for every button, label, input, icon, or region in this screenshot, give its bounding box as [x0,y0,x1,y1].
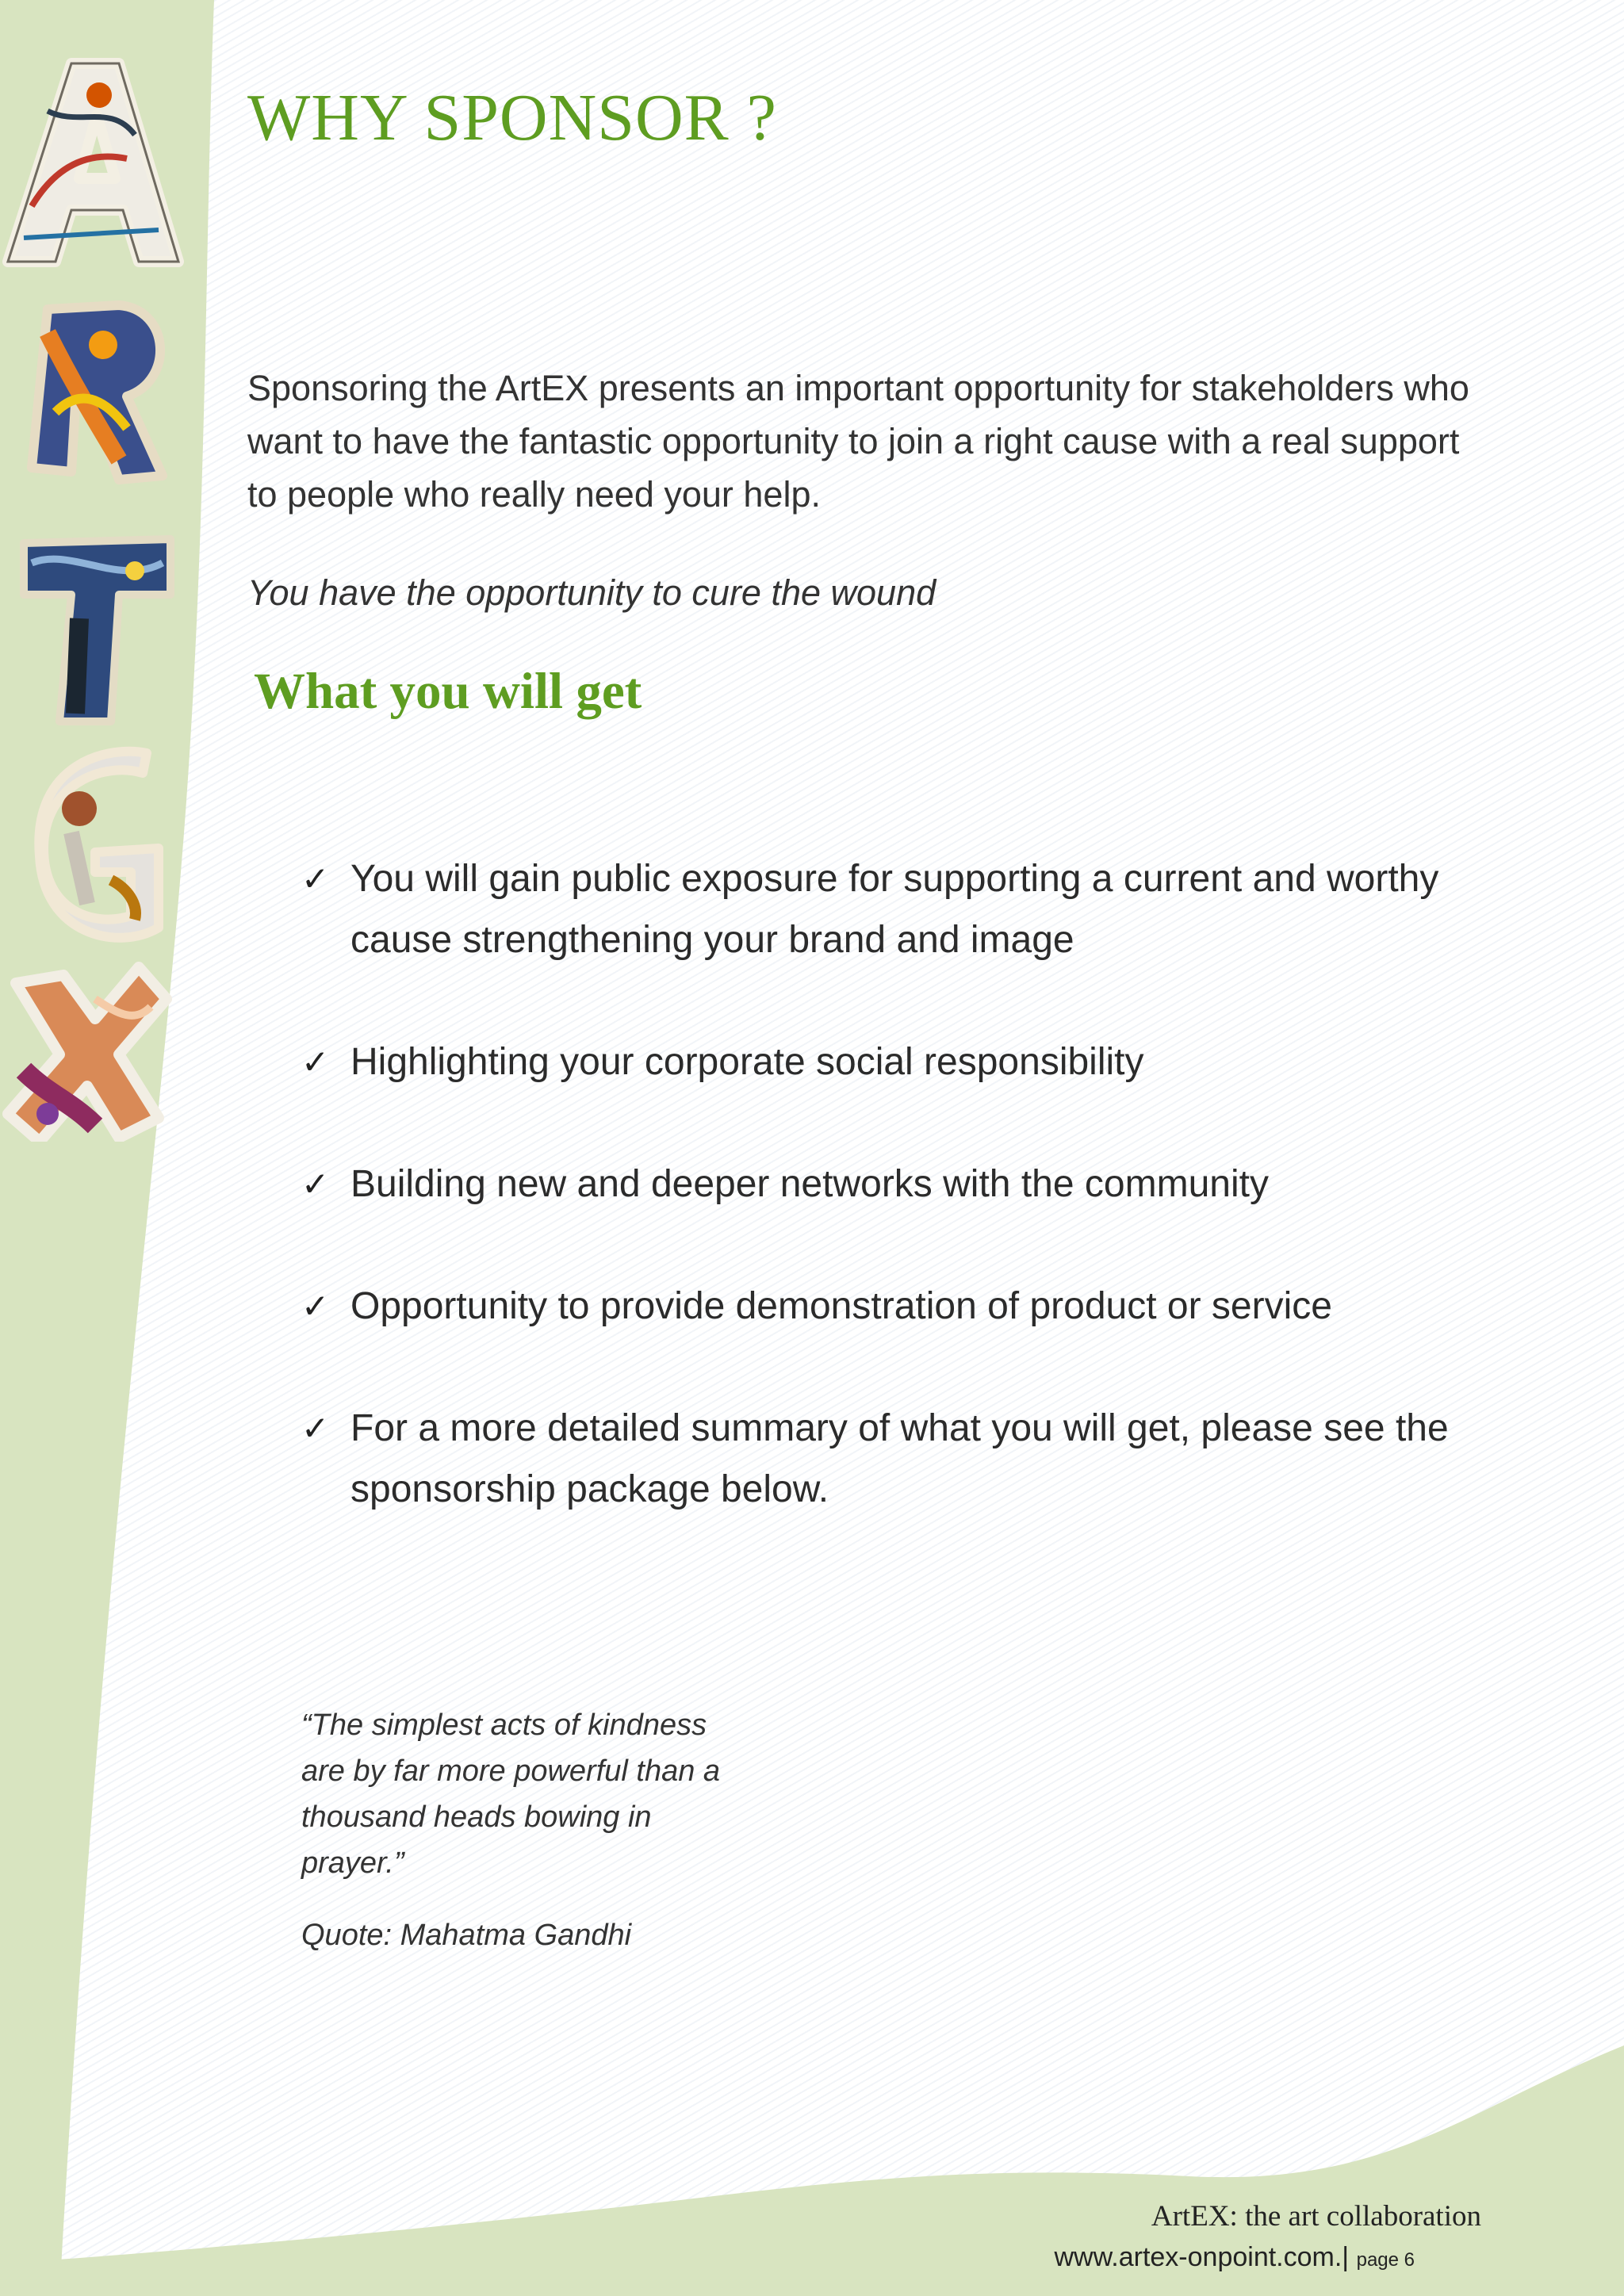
benefit-item [301,1154,1507,1215]
benefit-text: Opportunity to provide demonstration of product or service [350,1285,1332,1327]
benefit-text: Building new and deeper networks with the community [350,1163,1269,1205]
benefit-item [301,1031,1507,1093]
tagline: You have the opportunity to cure the wound [247,572,936,613]
benefit-item [301,848,1507,970]
footer-website-link[interactable]: www.artex-onpoint.com. [1054,2242,1342,2272]
check-icon: ✓ [301,859,330,898]
footer-separator: | [1342,2242,1350,2272]
check-icon: ✓ [301,1287,330,1326]
check-icon: ✓ [301,1043,330,1081]
page-number: page 6 [1356,2249,1415,2271]
benefit-text: For a more detailed summary of what you will get, please see the sponsorship package below. [350,1407,1449,1510]
benefit-item [301,1398,1507,1520]
artex-letters-logo [0,48,198,1142]
benefit-text: Highlighting your corporate social responsibility [350,1041,1144,1083]
check-icon: ✓ [301,1165,330,1203]
page-title: WHY SPONSOR ? [247,81,777,155]
footer-line [1054,2242,1415,2273]
quote-text: “The simplest acts of kindness are by far more powerful than a thousand heads bowing in prayer.” [301,1709,721,1880]
check-icon: ✓ [301,1409,330,1448]
quote-source: Quote: Mahatma Gandhi [301,1919,632,1952]
footer-brand: ArtEX: the art collaboration [1151,2200,1481,2233]
benefit-text: You will gain public exposure for supporting a current and worthy cause strengthening your brand and image [350,858,1439,961]
benefits-heading: What you will get [254,663,642,720]
benefits-list [301,848,1507,1581]
benefit-item [301,1276,1507,1337]
intro-paragraph: Sponsoring the ArtEX presents an important opportunity for stakeholders who want to have the fantastic opportunity to join a right cause with a real support to people who really need your help. [247,368,1469,515]
